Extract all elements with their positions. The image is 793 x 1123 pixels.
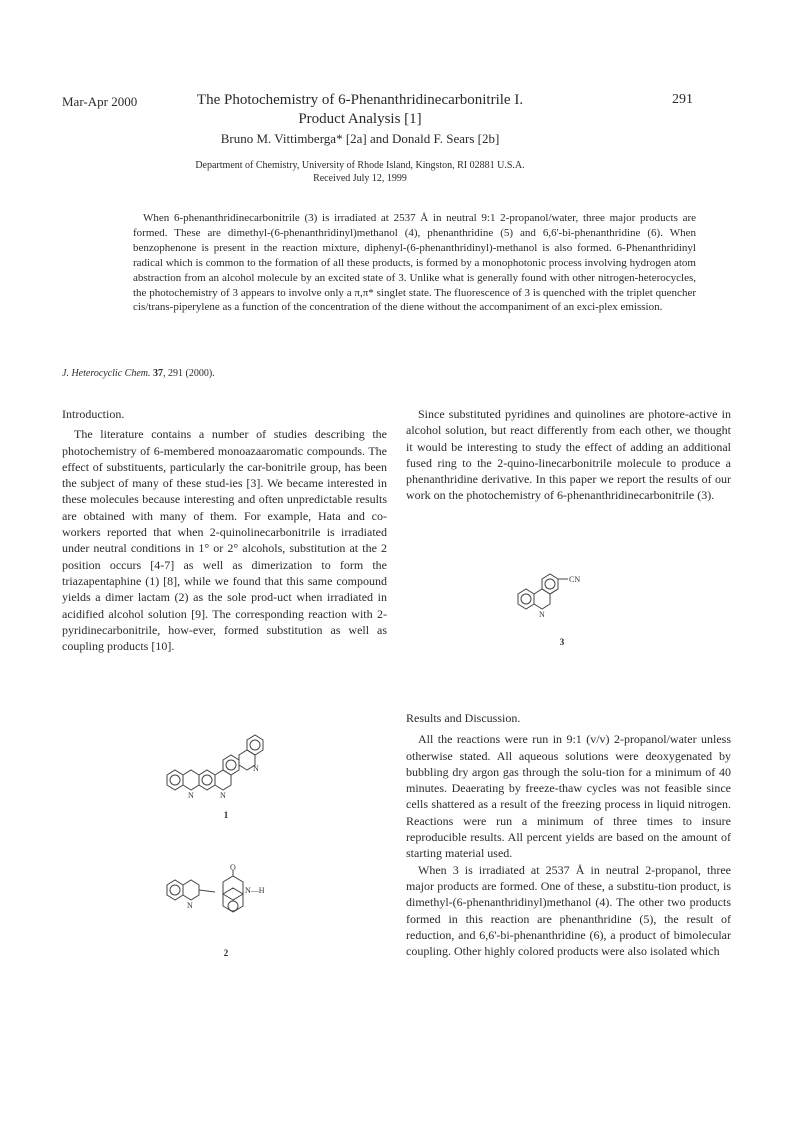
structure-2-nh: N—H <box>245 886 265 895</box>
results-heading: Results and Discussion. <box>406 711 521 725</box>
paper-subtitle: Product Analysis [1] <box>298 111 422 127</box>
structure-2-drawing <box>165 863 295 950</box>
structure-1-atom-n-3: N <box>253 764 259 773</box>
abstract <box>133 211 696 315</box>
results-section <box>406 710 731 959</box>
page-number: 291 <box>672 92 693 107</box>
structure-1-drawing <box>165 720 295 810</box>
paper-title: The Photochemistry of 6-Phenanthridinecarbonitrile I. <box>196 92 524 108</box>
results-paragraph-2: When 3 is irradiated at 2537 Å in neutral 2-propanol, three major products are formed. One of these, a substitu-tion product, is dimethyl-(6-phenanthridinyl)methanol (4). The other two products formed in this reaction are phenanthridine (5), the result of reduction, and 6,6'-bi-phenanthridine (6), a product of bimolecular coupling. Other highly colored products were also isolated which <box>406 862 731 959</box>
structure-3-drawing <box>510 565 620 635</box>
citation-rest: , 291 (2000). <box>162 368 215 379</box>
structure-1-label: 1 <box>223 810 229 820</box>
citation-volume: 37 <box>152 368 163 379</box>
affiliation-block <box>150 159 570 185</box>
citation-journal: J. Heterocyclic Chem. <box>62 368 151 379</box>
running-date: Mar-Apr 2000 <box>62 94 138 109</box>
structure-2-atom-n: N <box>187 901 193 910</box>
structure-2-label: 2 <box>223 948 229 958</box>
structure-2-atom-o: O <box>230 863 236 872</box>
abstract-text: When 6-phenanthridinecarbonitrile (3) is irradiated at 2537 Å in neutral 9:1 2-propanol/water, three major products are formed. These are dimethyl-(6-phenanthridinyl)methanol (4), phenanthridine (5) and 6,6'-bi-phenanthridine (6). When benzophenone is present in the reaction mixture, diphenyl-(6-phenanthridinyl)-methanol is also formed. 6-Phenanthridinyl radical which is common to the formation of all these products, is formed by a monophotonic process involving hydrogen atom abstraction from an alcohol molecule by an excited state of 3. Unlike what is generally found with other nitrogen-heterocycles, the photochemistry of 3 appears to involve only a π,π* singlet state. The fluorescence of 3 is quenched with the triplet quencher cis/trans-piperylene as a function of the concentration of the diene without the accompaniment of an exci-plex emission. <box>133 212 696 314</box>
structure-1-atom-n-1: N <box>188 791 194 800</box>
introduction-section <box>62 406 387 654</box>
right-intro-section <box>406 406 731 504</box>
citation <box>62 368 215 379</box>
structure-1-atom-n-2: N <box>220 791 226 800</box>
structure-3-atom-n: N <box>539 610 545 619</box>
affiliation: Department of Chemistry, University of Rhode Island, Kingston, RI 02881 U.S.A. <box>195 160 525 171</box>
structure-3-group-cn: CN <box>569 575 581 584</box>
received-date: Received July 12, 1999 <box>313 173 407 184</box>
structure-3-label: 3 <box>559 637 565 647</box>
authors: Bruno M. Vittimberga* [2a] and Donald F. Sears [2b] <box>220 131 500 146</box>
introduction-paragraph: The literature contains a number of studies describing the photochemistry of 6-membered monoazaaromatic compounds. The effect of substituents, particularly the car-bonitrile group, has been the subject of many of these stud-ies [3]. We became interested in these molecules because interesting and often unpredictable results are obtained with many of them. For example, Hata and co-workers reported that when 2-quinolinecarbonitrile is irradiated under neutral conditions in 1° or 2° alcohols, substitution at the 2 position occurs [4-7] as well as dimerization to form the triazapentaphine (1) [8], while we found that this same compound yields a dimer lactam (2) as the sole prod-uct when irradiated in acidified alcohol solution [9]. The corresponding reaction with 2-pyridinecarbonitrile, how-ever, formed substitution as well as coupling products [10]. <box>62 427 387 654</box>
introduction-heading: Introduction. <box>62 407 125 421</box>
results-paragraph-1: All the reactions were run in 9:1 (v/v) 2-propanol/water unless otherwise stated. All aqueous solutions were deoxygenated by bubbling dry argon gas through the solu-tion for a minimum of 40 minutes. Deaerating by freeze-thaw cycles was not feasible since cells shattered as a result of the freezing process in liquid nitrogen. Reactions were run a minimum of three times to insure reproducible results. All percent yields are based on the amount of starting material used. <box>406 732 731 861</box>
right-intro-paragraph: Since substituted pyridines and quinolines are photore-active in alcohol solution, but react differently from each other, we thought it would be interesting to study the effect of adding an additional fused ring to the 2-quino-linecarbonitrile molecule to produce a phenanthridine derivative. In this paper we report the results of our work on the photochemistry of 6-phenanthridinecarbonitrile (3). <box>406 407 731 503</box>
